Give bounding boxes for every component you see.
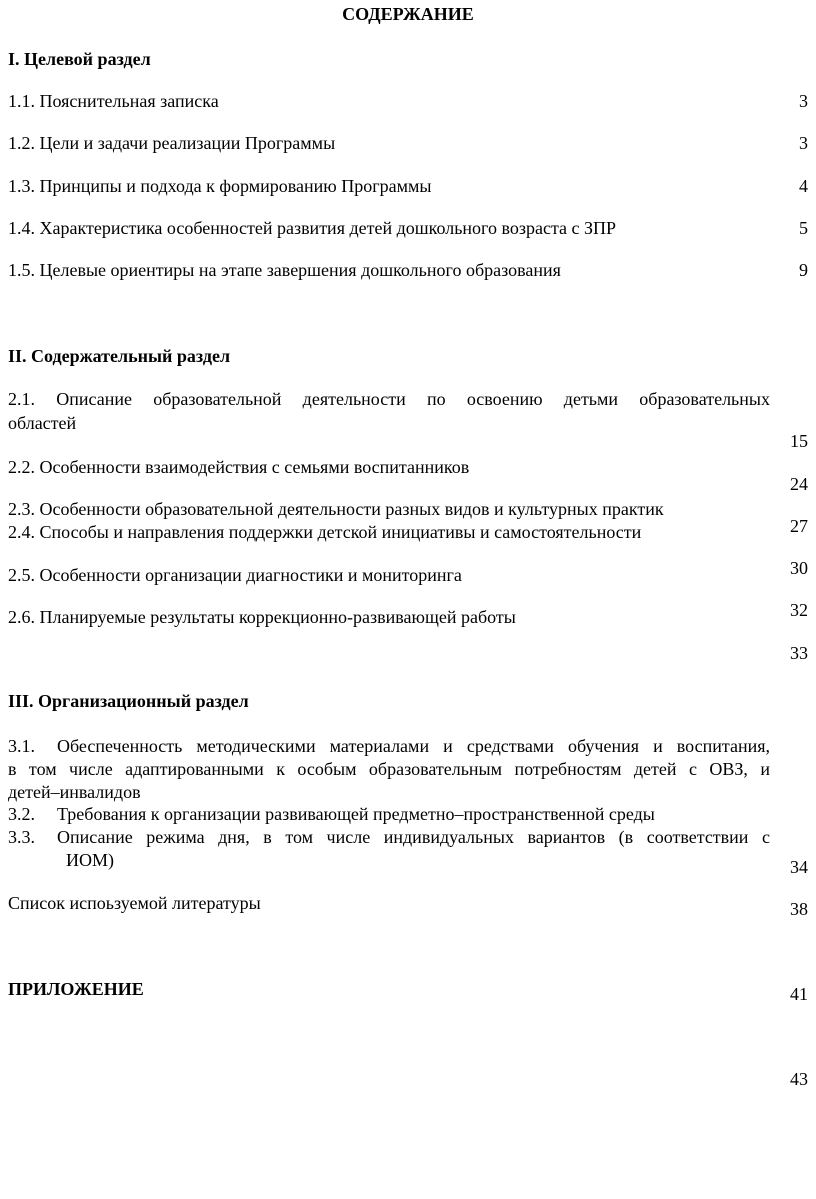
toc-item-1-3: 1.3. Принципы и подхода к формированию Программы [8, 176, 432, 196]
toc-item-2-1-line1: 2.1. Описание образовательной деятельности по освоению детьми образовательных [8, 389, 770, 409]
section-3-heading: III. Организационный раздел [8, 691, 249, 711]
toc-page-1-2: 3 [799, 133, 808, 153]
toc-item-1-2: 1.2. Цели и задачи реализации Программы [8, 133, 336, 153]
toc-page-2-a: 15 [790, 431, 808, 451]
toc-item-2-2: 2.2. Особенности взаимодействия с семьями воспитанников [8, 457, 470, 477]
toc-page-2-f: 33 [790, 643, 808, 663]
toc-literature: Список испоьзуемой литературы [8, 893, 261, 913]
toc-item-3-2-number: 3.2. [8, 804, 35, 824]
toc-appendix: ПРИЛОЖЕНИЕ [8, 979, 144, 999]
toc-page-3-b: 38 [790, 899, 808, 919]
toc-page-appendix-a: 41 [790, 984, 808, 1004]
toc-item-3-3-line1: Описание режима дня, в том числе индивидуальных вариантов (в соответствии с [57, 827, 770, 847]
toc-item-3-3-number: 3.3. [8, 827, 35, 847]
toc-item-3-1-line2: в том числе адаптированными к особым образовательным потребностям детей с ОВЗ, и [8, 759, 770, 779]
toc-page-2-e: 32 [790, 600, 808, 620]
toc-item-2-6: 2.6. Планируемые результаты коррекционно-развивающей работы [8, 607, 516, 627]
toc-item-3-3-line2: ИОМ) [66, 850, 114, 870]
toc-page-1-5: 9 [799, 260, 808, 280]
toc-item-3-1-line3: детей–инвалидов [8, 782, 141, 802]
toc-page-1-4: 5 [799, 218, 808, 238]
toc-page-3-a: 34 [790, 857, 808, 877]
toc-page-2-c: 27 [790, 516, 808, 536]
toc-item-1-1: 1.1. Пояснительная записка [8, 91, 219, 111]
toc-item-2-1-line2: областей [8, 413, 77, 433]
toc-page-appendix-b: 43 [790, 1069, 808, 1089]
toc-page-1-3: 4 [799, 176, 808, 196]
section-1-heading: I. Целевой раздел [8, 49, 151, 69]
toc-item-2-5: 2.5. Особенности организации диагностики и мониторинга [8, 565, 462, 585]
toc-page-2-d: 30 [790, 558, 808, 578]
toc-item-2-4: 2.4. Способы и направления поддержки детской инициативы и самостоятельности [8, 522, 642, 542]
toc-item-3-1-line1: Обеспеченность методическими материалами и средствами обучения и воспитания, [57, 736, 770, 756]
section-2-heading: II. Содержательный раздел [8, 346, 231, 366]
page-title: СОДЕРЖАНИЕ [342, 4, 474, 24]
toc-item-3-1-number: 3.1. [8, 736, 35, 756]
toc-item-3-2-line1: Требования к организации развивающей предметно–пространственной среды [57, 804, 655, 824]
toc-item-2-3: 2.3. Особенности образовательной деятельности разных видов и культурных практик [8, 499, 664, 519]
toc-item-1-5: 1.5. Целевые ориентиры на этапе завершения дошкольного образования [8, 260, 561, 280]
toc-item-1-4: 1.4. Характеристика особенностей развития детей дошкольного возраста с ЗПР [8, 218, 617, 238]
toc-page-2-b: 24 [790, 474, 808, 494]
toc-page-1-1: 3 [799, 91, 808, 111]
